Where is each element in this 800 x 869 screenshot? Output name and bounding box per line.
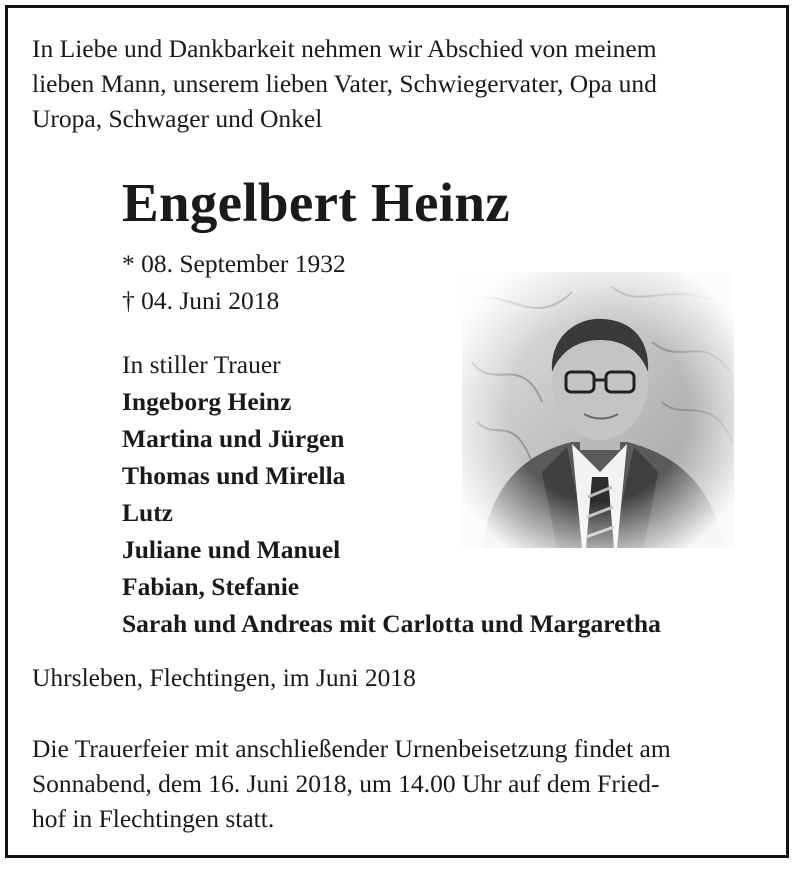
deceased-name: Engelbert Heinz	[122, 172, 510, 233]
mourner-name: Martina und Jürgen	[122, 424, 345, 453]
ceremony-info	[32, 731, 772, 836]
intro-line: lieben Mann, unserem lieben Vater, Schwiegervater, Opa und	[32, 69, 657, 98]
death-date: † 04. Juni 2018	[122, 286, 280, 315]
ceremony-line: hof in Flechtingen statt.	[32, 804, 275, 833]
mourner-name: Ingeborg Heinz	[122, 387, 292, 416]
ceremony-line: Sonnabend, dem 16. Juni 2018, um 14.00 Uhr auf dem Fried-	[32, 769, 660, 798]
place-date: Uhrsleben, Flechtingen, im Juni 2018	[32, 663, 416, 692]
intro-text	[32, 31, 772, 136]
birth-date: * 08. September 1932	[122, 249, 346, 278]
mourner-name: Sarah und Andreas mit Carlotta und Margaretha	[122, 609, 661, 638]
mourner-name: Lutz	[122, 498, 173, 527]
mourner-name: Fabian, Stefanie	[122, 572, 300, 601]
intro-line: Uropa, Schwager und Onkel	[32, 104, 323, 133]
ceremony-line: Die Trauerfeier mit anschließender Urnenbeisetzung findet am	[32, 734, 671, 763]
mourner-name: Juliane und Manuel	[122, 535, 341, 564]
life-dates	[122, 245, 346, 319]
mourners-list	[122, 383, 661, 642]
intro-line: In Liebe und Dankbarkeit nehmen wir Abschied von meinem	[32, 34, 657, 63]
family-list	[122, 346, 661, 642]
mourning-intro: In stiller Trauer	[122, 350, 281, 379]
mourner-name: Thomas und Mirella	[122, 461, 346, 490]
